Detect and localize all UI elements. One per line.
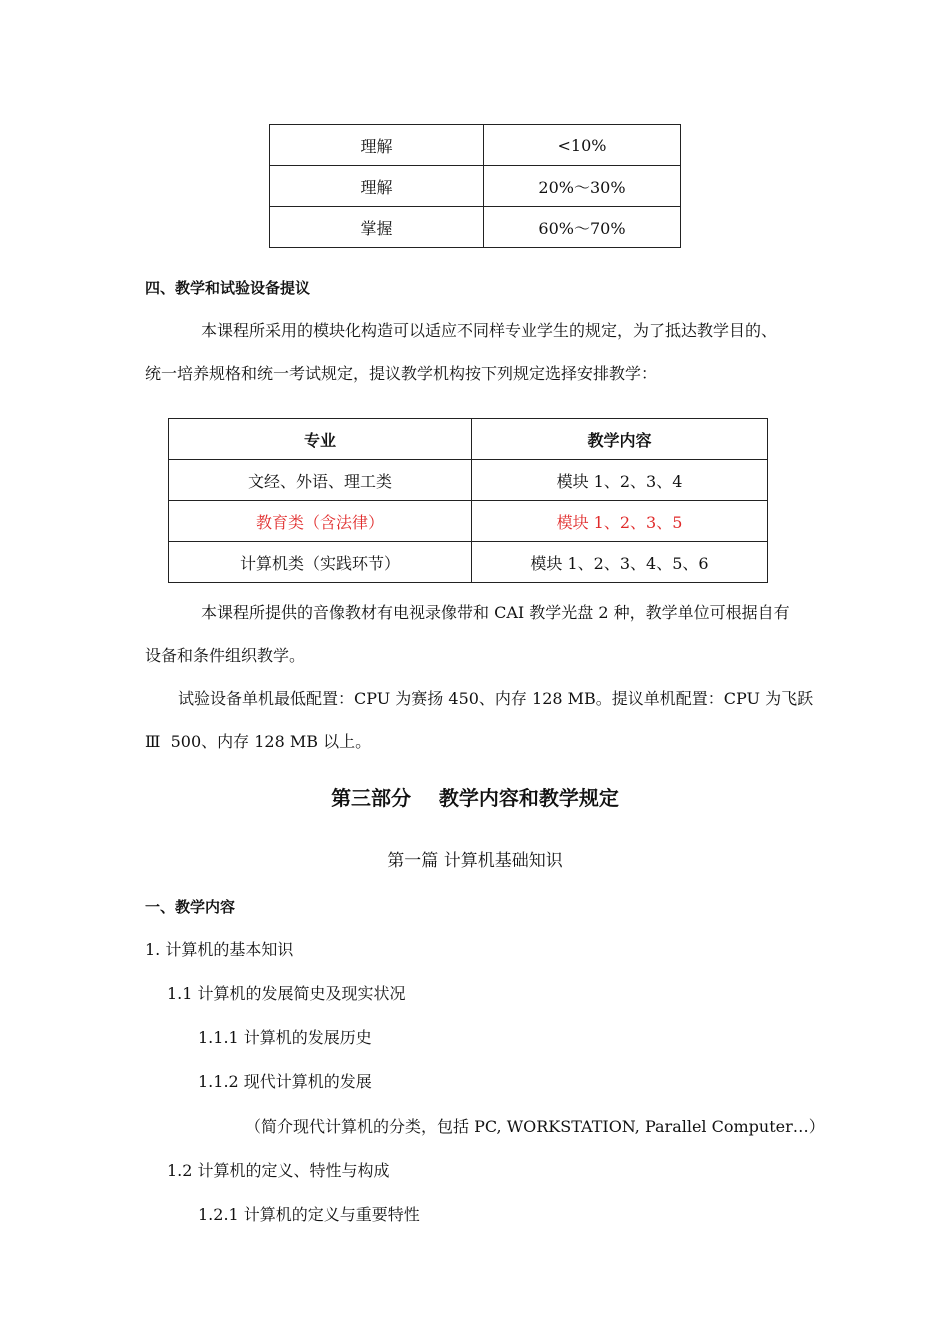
section-heading: 四、教学和试验设备提议 [145, 279, 311, 297]
table-header-row [169, 419, 768, 460]
table-row [169, 460, 768, 501]
table-cell: 计算机类（实践环节） [169, 542, 472, 583]
table-row-highlighted [169, 501, 768, 542]
table-cell: 掌握 [270, 207, 484, 248]
outline-item: 1.1.1 计算机的发展历史 [198, 1028, 372, 1047]
paragraph-line: 设备和条件组织教学。 [145, 646, 306, 665]
proportion-table [269, 124, 681, 248]
table-cell: 60%～70% [484, 207, 681, 248]
part-title: 第三部分 教学内容和教学规定 [331, 786, 619, 810]
paragraph-line: 统一培养规格和统一考试规定，提议教学机构按下列规定选择安排教学： [145, 364, 658, 383]
table-row [270, 207, 681, 248]
table-cell: 20%～30% [484, 166, 681, 207]
module-table [168, 418, 768, 583]
table-cell: 理解 [270, 125, 484, 166]
column-header: 教学内容 [472, 419, 768, 460]
outline-item: 1.1.2 现代计算机的发展 [198, 1072, 372, 1091]
column-header: 专业 [169, 419, 472, 460]
table-cell: 模块 1、2、3、5 [472, 501, 768, 542]
paragraph-line: 本课程所采用的模块化构造可以适应不同样专业学生的规定，为了抵达教学目的、 [201, 321, 778, 340]
outline-item: （简介现代计算机的分类，包括 PC, WORKSTATION, Parallel Computer…） [245, 1117, 825, 1136]
outline-item: 1.2 计算机的定义、特性与构成 [167, 1161, 390, 1180]
table-cell: 理解 [270, 166, 484, 207]
table-cell: 文经、外语、理工类 [169, 460, 472, 501]
section-heading: 一、教学内容 [145, 898, 236, 916]
outline-item: 1. 计算机的基本知识 [145, 940, 294, 959]
chapter-title: 第一篇 计算机基础知识 [387, 851, 563, 871]
table-cell: <10% [484, 125, 681, 166]
paragraph-line: 本课程所提供的音像教材有电视录像带和 CAI 教学光盘 2 种，教学单位可根据自有 [201, 603, 790, 622]
paragraph-line: Ⅲ 500、内存 128 MB 以上。 [145, 732, 372, 751]
table-row [270, 125, 681, 166]
outline-item: 1.1 计算机的发展简史及现实状况 [167, 984, 406, 1003]
table-cell: 教育类（含法律） [169, 501, 472, 542]
table-cell: 模块 1、2、3、4、5、6 [472, 542, 768, 583]
table-row [270, 166, 681, 207]
outline-item: 1.2.1 计算机的定义与重要特性 [198, 1205, 420, 1224]
table-row [169, 542, 768, 583]
table-cell: 模块 1、2、3、4 [472, 460, 768, 501]
paragraph-line: 试验设备单机最低配置：CPU 为赛扬 450、内存 128 MB。提议单机配置：CPU 为飞跃 [178, 689, 814, 708]
